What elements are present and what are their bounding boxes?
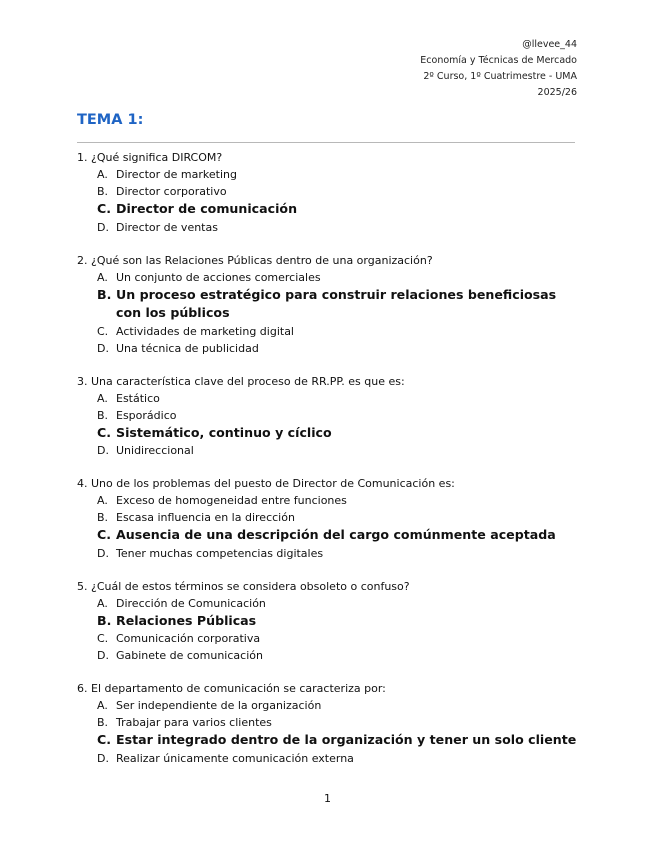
question-block xyxy=(77,578,582,665)
question-block xyxy=(77,373,582,460)
title-divider xyxy=(77,142,575,143)
option-letter: C. xyxy=(97,324,109,338)
option-letter: D. xyxy=(97,649,109,662)
option-text: Relaciones Públicas xyxy=(116,612,257,628)
option-text: Estático xyxy=(116,391,160,405)
answer-option xyxy=(77,545,582,562)
page-number: 1 xyxy=(324,792,331,805)
correct-answer-option xyxy=(77,731,582,750)
option-letter: D. xyxy=(97,444,109,457)
option-text: Estar integrado dentro de la organización y tener un solo cliente xyxy=(116,732,577,747)
option-letter: A. xyxy=(97,270,108,284)
answer-option xyxy=(77,750,582,767)
answer-options xyxy=(77,492,582,562)
answer-option xyxy=(77,442,582,459)
answer-option xyxy=(77,509,582,526)
question-block xyxy=(77,252,582,357)
answer-option xyxy=(77,390,582,407)
option-letter: A. xyxy=(97,391,108,405)
answer-option xyxy=(77,219,582,236)
option-letter: D. xyxy=(97,751,109,765)
option-text: Gabinete de comunicación xyxy=(116,649,263,662)
option-text: Un conjunto de acciones comerciales xyxy=(116,270,321,284)
option-text: Actividades de marketing digital xyxy=(116,324,294,338)
answer-option xyxy=(77,407,582,424)
question-text: 1. ¿Qué significa DIRCOM? xyxy=(77,151,223,164)
option-letter: A. xyxy=(97,494,108,507)
header-term: 2º Curso, 1º Cuatrimestre - UMA xyxy=(423,71,577,82)
answer-option xyxy=(77,269,582,286)
option-text: Una técnica de publicidad xyxy=(116,341,259,355)
option-text: Director de ventas xyxy=(116,220,218,234)
correct-answer-option xyxy=(77,424,582,443)
option-letter: C. xyxy=(97,632,109,645)
option-letter: A. xyxy=(97,168,108,181)
option-letter: B. xyxy=(97,185,109,198)
option-letter: B. xyxy=(97,408,109,422)
option-text: Escasa influencia en la dirección xyxy=(116,511,295,524)
answer-option xyxy=(77,323,582,340)
question-block xyxy=(77,149,582,236)
option-text: Director de comunicación xyxy=(116,201,298,216)
option-letter: B. xyxy=(97,286,112,302)
option-letter: C. xyxy=(97,732,112,747)
option-text: Ser independiente de la organización xyxy=(116,699,322,712)
answer-option xyxy=(77,630,582,647)
option-text: Trabajar para varios clientes xyxy=(116,716,272,729)
option-text: Exceso de homogeneidad entre funciones xyxy=(116,494,347,507)
option-text: Tener muchas competencias digitales xyxy=(116,546,324,560)
option-text: Director de marketing xyxy=(116,168,237,181)
answer-options xyxy=(77,166,582,236)
answer-options xyxy=(77,595,582,665)
correct-answer-option xyxy=(77,286,582,323)
header-author: @llevee_44 xyxy=(522,39,577,50)
answer-options xyxy=(77,697,582,767)
option-letter: D. xyxy=(97,546,109,560)
answer-option xyxy=(77,183,582,200)
answer-options xyxy=(77,269,582,357)
option-letter: C. xyxy=(97,201,112,216)
correct-answer-option xyxy=(77,612,582,631)
option-letter: D. xyxy=(97,220,109,234)
option-text: Unidireccional xyxy=(116,444,194,457)
correct-answer-option xyxy=(77,200,582,219)
option-letter: A. xyxy=(97,596,108,610)
correct-answer-option xyxy=(77,526,582,545)
answer-option xyxy=(77,697,582,714)
question-block xyxy=(77,475,582,562)
answer-option xyxy=(77,595,582,612)
answer-option xyxy=(77,166,582,183)
question-text: 2. ¿Qué son las Relaciones Públicas dentro de una organización? xyxy=(77,253,433,267)
header-course: Economía y Técnicas de Mercado xyxy=(420,55,577,66)
question-block xyxy=(77,680,582,767)
question-text: 5. ¿Cuál de estos términos se considera obsoleto o confuso? xyxy=(77,579,410,593)
option-text: Ausencia de una descripción del cargo comúnmente aceptada xyxy=(116,527,556,542)
question-text: 4. Uno de los problemas del puesto de Director de Comunicación es: xyxy=(77,477,455,490)
option-text: Sistemático, continuo y cíclico xyxy=(116,424,332,440)
option-text: Realizar únicamente comunicación externa xyxy=(116,751,354,765)
option-text: Esporádico xyxy=(116,408,177,422)
option-letter: A. xyxy=(97,699,108,712)
option-letter: C. xyxy=(97,424,112,440)
option-letter: B. xyxy=(97,511,109,524)
question-text: 3. Una característica clave del proceso de RR.PP. es que es: xyxy=(77,374,405,388)
option-text: Un proceso estratégico para construir relaciones beneficiosas con los públicos xyxy=(116,286,557,320)
answer-option xyxy=(77,492,582,509)
document-header xyxy=(420,37,577,101)
option-letter: D. xyxy=(97,341,109,355)
option-text: Dirección de Comunicación xyxy=(116,596,266,610)
option-letter: B. xyxy=(97,716,109,729)
option-text: Comunicación corporativa xyxy=(116,632,261,645)
answer-options xyxy=(77,390,582,460)
answer-option xyxy=(77,647,582,664)
question-list xyxy=(77,149,582,783)
option-letter: C. xyxy=(97,527,112,542)
header-year: 2025/26 xyxy=(537,87,577,98)
answer-option xyxy=(77,714,582,731)
answer-option xyxy=(77,340,582,357)
question-text: 6. El departamento de comunicación se caracteriza por: xyxy=(77,682,386,695)
option-letter: B. xyxy=(97,612,112,628)
page-title: TEMA 1: xyxy=(77,112,144,128)
option-text: Director corporativo xyxy=(116,185,227,198)
